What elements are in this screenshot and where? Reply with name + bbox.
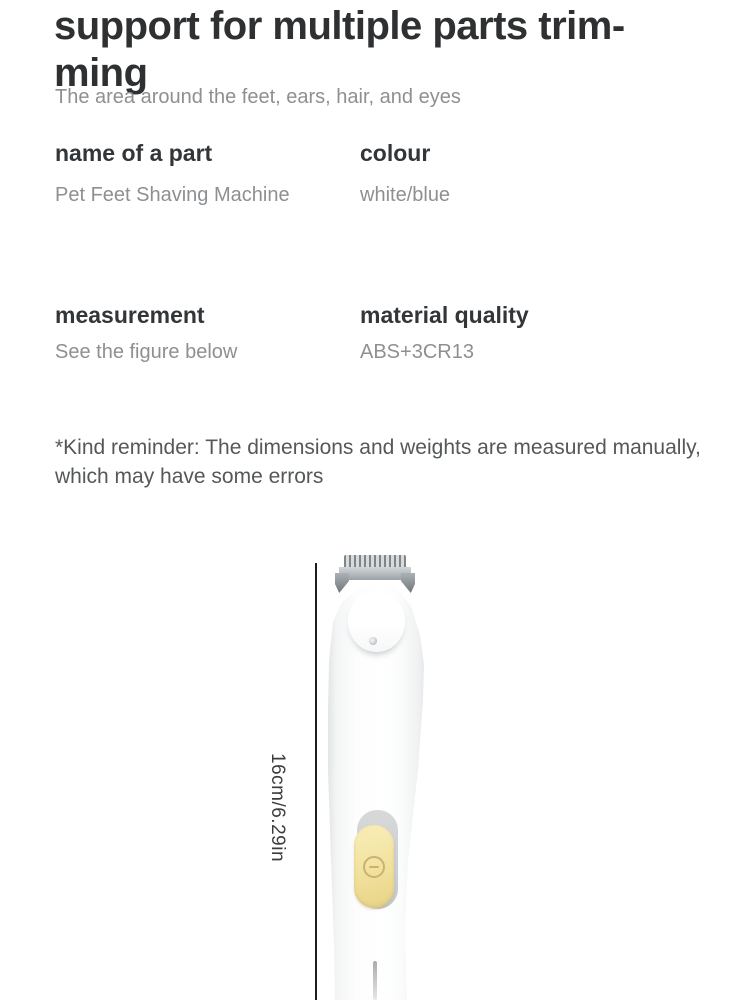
reminder-line-1: *Kind reminder: The dimensions and weights are measured manually, — [55, 436, 701, 459]
page-title-line-2: ming — [54, 50, 148, 95]
reminder-line-2: which may have some errors — [55, 464, 324, 488]
dimension-line — [315, 563, 317, 1000]
spec-label: colour — [360, 140, 431, 166]
spec-name-of-part — [55, 139, 290, 207]
page-title-line-1: support for multiple parts trim- — [54, 3, 625, 48]
spec-material-quality — [360, 301, 529, 364]
spec-label: material quality — [360, 302, 529, 328]
spec-colour — [360, 139, 450, 207]
clipper-blade-right-guard — [401, 573, 415, 593]
power-button — [354, 825, 394, 908]
spec-label: name of a part — [55, 140, 213, 166]
minus-icon — [369, 866, 379, 868]
dimension-label: 16cm/6.29in — [267, 753, 288, 863]
page-subtitle: The area around the feet, ears, hair, and eyes — [55, 86, 461, 108]
spec-measurement — [55, 301, 237, 364]
spec-value: See the figure below — [55, 341, 238, 363]
clipper-bottom-seam — [373, 961, 377, 1000]
spec-value: white/blue — [360, 184, 451, 206]
spec-value: Pet Feet Shaving Machine — [55, 184, 290, 206]
power-button-icon — [363, 856, 385, 878]
spec-value: ABS+3CR13 — [360, 341, 474, 363]
clipper-head-screw — [369, 637, 377, 645]
clipper-blade-left-guard — [335, 573, 349, 593]
reminder-note — [55, 434, 701, 491]
spec-label: measurement — [55, 302, 205, 328]
page-title — [54, 3, 625, 97]
clipper-blade — [339, 567, 411, 580]
